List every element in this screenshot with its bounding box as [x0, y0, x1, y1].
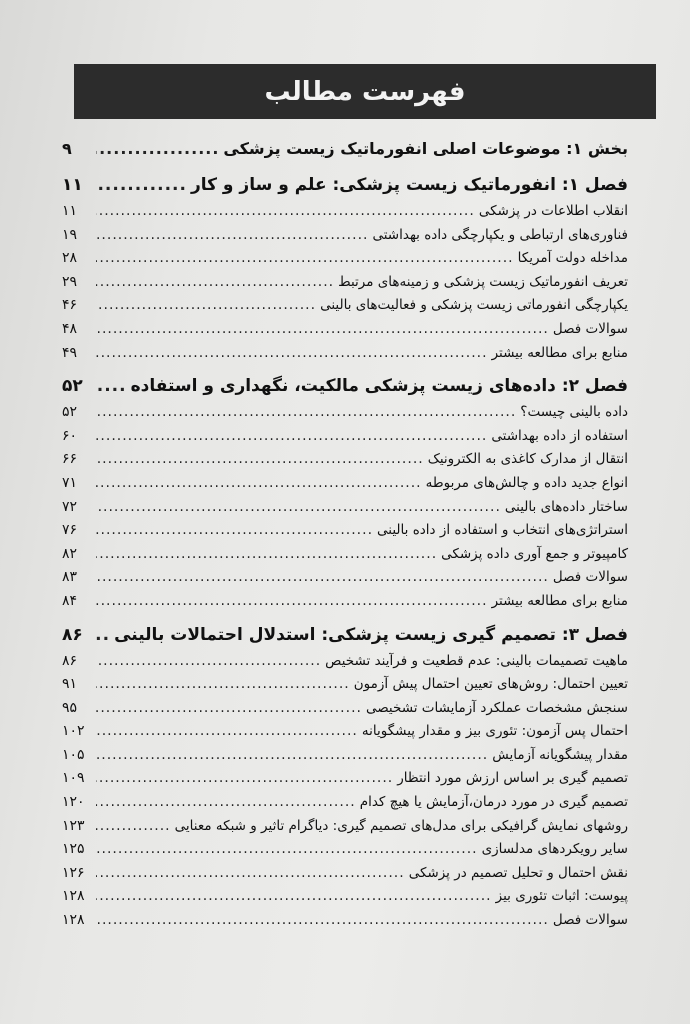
- item-title: فناوری‌های ارتباطی و یکپارچگی داده بهداشتی: [372, 226, 628, 243]
- leader-dots: [96, 226, 368, 244]
- leader-dots: [96, 592, 488, 610]
- item-title: مداخله دولت آمریکا: [517, 250, 628, 267]
- item-title: مقدار پیشگویانه آزمایش: [492, 746, 628, 763]
- toc-item[interactable]: [62, 450, 628, 474]
- page-number: ۲۸: [62, 250, 78, 267]
- leader-dots: [96, 887, 492, 905]
- leader-dots: [96, 403, 516, 421]
- section-title: بخش ۱: موضوعات اصلی انفورماتیک زیست پزشکی: [223, 139, 628, 158]
- item-title: سایر رویکردهای مدلسازی: [481, 841, 628, 858]
- chapter-list: [62, 176, 628, 935]
- toc-item[interactable]: [62, 344, 628, 368]
- toc-header: [74, 64, 656, 119]
- toc-item[interactable]: [62, 592, 628, 616]
- page-number: ۷۲: [62, 498, 78, 515]
- item-title: پیوست: اثبات تئوری بیز: [495, 888, 628, 905]
- toc-item[interactable]: [62, 427, 628, 451]
- leader-dots: [96, 474, 422, 492]
- page-number: ۴۸: [62, 320, 78, 337]
- page-number: ۱۲۰: [62, 794, 85, 811]
- toc-item[interactable]: [62, 474, 628, 498]
- item-title: سوالات فصل: [552, 912, 628, 929]
- page-number: ۱۲۸: [62, 888, 85, 905]
- page-number: ۱۲۳: [62, 817, 85, 834]
- page-number: ۶۶: [62, 451, 78, 468]
- toc-item[interactable]: [62, 840, 628, 864]
- toc-item[interactable]: [62, 699, 628, 723]
- item-title: کامپیوتر و جمع آوری داده پزشکی: [441, 545, 628, 562]
- toc-item[interactable]: [62, 545, 628, 569]
- item-title: انتقال از مدارک کاغذی به الکترونیک: [427, 451, 628, 468]
- page-number: ۵۲: [62, 376, 83, 397]
- leader-dots: [96, 699, 362, 717]
- toc-item[interactable]: [62, 864, 628, 888]
- toc-item[interactable]: [62, 521, 628, 545]
- toc-item[interactable]: [62, 722, 628, 746]
- chapter-title: فصل ۲: داده‌های زیست پزشکی مالکیت، نگهداری و استفاده: [130, 376, 628, 397]
- toc-title: فهرست مطالب: [264, 76, 466, 107]
- item-title: سوالات فصل: [552, 320, 628, 337]
- item-title: ماهیت تصمیمات بالینی: عدم قطعیت و فرآیند تشخیص: [325, 652, 628, 669]
- leader-dots: [96, 273, 334, 291]
- page-number: ۹: [62, 139, 72, 158]
- leader-dots: [96, 249, 514, 267]
- item-title: سنجش مشخصات عملکرد آزمایشات تشخیصی: [365, 699, 628, 716]
- toc-item[interactable]: [62, 498, 628, 522]
- page-number: ۱۲۶: [62, 864, 85, 881]
- leader-dots: [96, 675, 350, 693]
- toc-item[interactable]: [62, 769, 628, 793]
- page-number: ۵۲: [62, 404, 78, 421]
- table-of-contents: [62, 140, 628, 935]
- page-number: ۲۹: [62, 273, 78, 290]
- item-title: تعیین احتمال: روش‌های تعیین احتمال پیش آزمون: [353, 676, 628, 693]
- page-number: ۸۶: [62, 624, 83, 645]
- leader-dots: [96, 296, 316, 314]
- page-number: ۱۰۵: [62, 746, 85, 763]
- toc-item[interactable]: [62, 296, 628, 320]
- item-title: استفاده از داده بهداشتی: [491, 427, 628, 444]
- page-number: ۸۲: [62, 545, 78, 562]
- toc-item[interactable]: [62, 793, 628, 817]
- leader-dots: [96, 320, 549, 338]
- toc-item[interactable]: [62, 320, 628, 344]
- item-title: داده بالینی چیست؟: [520, 404, 628, 421]
- leader-dots: [96, 652, 321, 670]
- item-title: انواع جدید داده و چالش‌های مربوطه: [425, 474, 628, 491]
- toc-item[interactable]: [62, 675, 628, 699]
- leader-dots: [96, 140, 219, 158]
- page-number: ۹۱: [62, 676, 78, 693]
- leader-dots: [96, 344, 488, 362]
- toc-chapter[interactable]: [62, 626, 628, 652]
- page-number: ۴۹: [62, 344, 78, 361]
- page-number: ۴۶: [62, 297, 78, 314]
- toc-section[interactable]: [62, 140, 628, 166]
- chapter-title: فصل ۳: تصمیم گیری زیست پزشکی: استدلال احتمالات بالینی: [114, 624, 628, 645]
- page-number: ۶۰: [62, 427, 78, 444]
- item-title: استراتژی‌های انتخاب و استفاده از داده بالینی: [377, 522, 628, 539]
- item-title: یکپارچگی انفورماتی زیست پزشکی و فعالیت‌های بالینی: [320, 297, 628, 314]
- leader-dots: [96, 450, 424, 468]
- chapter-title: فصل ۱: انفورماتیک زیست پزشکی: علم و ساز و کار: [190, 175, 628, 195]
- leader-dots: [96, 722, 358, 740]
- item-title: احتمال پس آزمون: تئوری بیز و مقدار پیشگویانه: [361, 723, 628, 740]
- leader-dots: [96, 521, 373, 539]
- leader-dots: [96, 568, 549, 586]
- leader-dots: [96, 911, 549, 929]
- leader-dots: [96, 498, 501, 516]
- toc-item[interactable]: [62, 202, 628, 226]
- page-number: ۷۱: [62, 474, 78, 491]
- item-title: سوالات فصل: [552, 569, 628, 586]
- toc-chapter[interactable]: [62, 176, 628, 202]
- leader-dots: [96, 626, 110, 644]
- toc-item[interactable]: [62, 817, 628, 841]
- page-number: ۱۰۹: [62, 770, 85, 787]
- leader-dots: [96, 176, 187, 194]
- page-number: ۸۴: [62, 592, 78, 609]
- leader-dots: [96, 545, 437, 563]
- leader-dots: [96, 840, 478, 858]
- item-title: منابع برای مطالعه بیشتر: [491, 344, 628, 361]
- item-title: انقلاب اطلاعات در پزشکی: [478, 203, 628, 219]
- leader-dots: [96, 793, 356, 811]
- leader-dots: [96, 817, 171, 835]
- toc-item[interactable]: [62, 249, 628, 273]
- toc-item[interactable]: [62, 273, 628, 297]
- leader-dots: [96, 769, 393, 787]
- toc-item[interactable]: [62, 226, 628, 250]
- toc-item[interactable]: [62, 911, 628, 935]
- item-title: نقش احتمال و تحلیل تصمیم در پزشکی: [408, 864, 628, 881]
- page-number: ۱۲۵: [62, 841, 85, 858]
- toc-item[interactable]: [62, 746, 628, 770]
- item-title: تعریف انفورماتیک زیست پزشکی و زمینه‌های مرتبط: [338, 273, 628, 290]
- page-number: ۸۳: [62, 569, 78, 586]
- leader-dots: [96, 864, 405, 882]
- toc-item[interactable]: [62, 403, 628, 427]
- page-number: ۱۰۲: [62, 723, 85, 740]
- item-title: منابع برای مطالعه بیشتر: [491, 592, 628, 609]
- item-title: تصمیم گیری بر اساس ارزش مورد انتظار: [397, 770, 628, 787]
- leader-dots: [96, 202, 475, 220]
- leader-dots: [96, 427, 487, 445]
- page-number: ۷۶: [62, 522, 78, 539]
- leader-dots: [96, 746, 488, 764]
- toc-item[interactable]: [62, 652, 628, 676]
- page-number: ۱۱: [62, 203, 78, 219]
- item-title: ساختار داده‌های بالینی: [504, 498, 628, 515]
- page-number: ۱۲۸: [62, 912, 85, 929]
- leader-dots: [96, 377, 127, 395]
- page-number: ۸۶: [62, 652, 78, 669]
- toc-chapter[interactable]: [62, 377, 628, 403]
- item-title: روشهای نمایش گرافیکی برای مدل‌های تصمیم گیری: دیاگرام تاثیر و شبکه معنایی: [174, 817, 628, 834]
- page-number: ۹۵: [62, 699, 78, 716]
- toc-item[interactable]: [62, 568, 628, 592]
- item-title: تصمیم گیری در مورد درمان،آزمایش یا هیچ کدام: [359, 794, 628, 811]
- toc-item[interactable]: [62, 887, 628, 911]
- page-number: ۱۹: [62, 226, 78, 243]
- page-number: ۱۱: [62, 175, 83, 195]
